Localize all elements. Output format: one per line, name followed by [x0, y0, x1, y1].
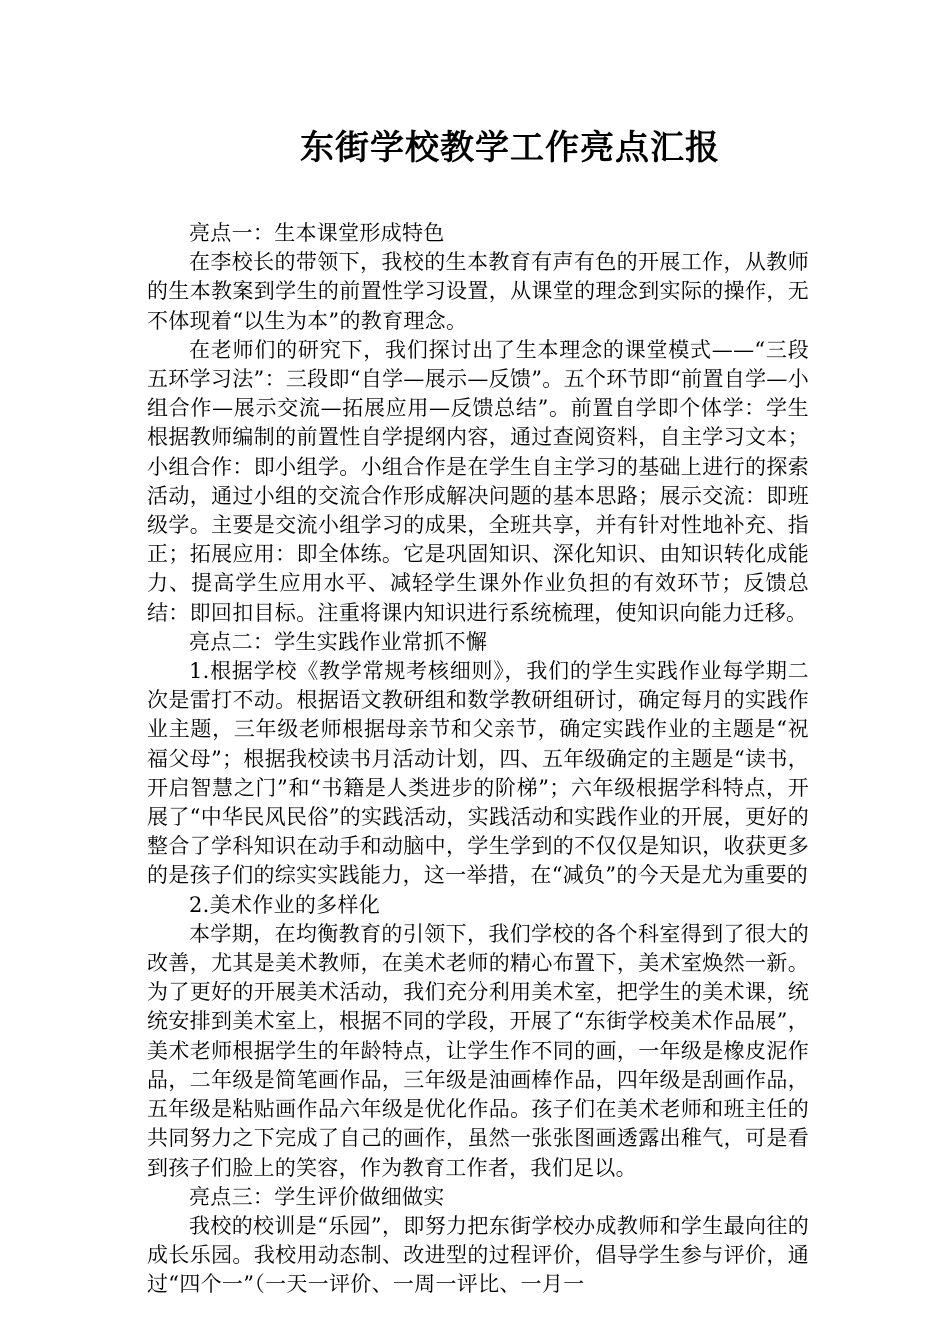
document-body: [147, 219, 809, 1300]
subsection-heading: 2.美术作业的多样化: [189, 892, 381, 917]
section-heading-1: 亮点一：生本课堂形成特色: [189, 221, 445, 245]
paragraph: 本学期，在均衡教育的引领下，我们学校的各个科室得到了很大的改善，尤其是美术教师，在美术老师的精心布置下，美术室焕然一新。为了更好的开展美术活动，我们充分利用美术室，把学生的美术课，统统安排到美术室上，根据不同的学段，开展了“东街学校美术作品展”，美术老师根据学生的年龄特点，让学生作不同的画，一年级是橡皮泥作品，二年级是简笔画作品，三年级是油画棒作品，四年级是刮画作品，五年级是粘贴画作品六年级是优化作品。孩子们在美术老师和班主任的共同努力之下完成了自己的画作，虽然一张张图画透露出稚气，可是看到孩子们脸上的笑容，作为教育工作者，我们足以。: [147, 921, 809, 1180]
paragraph: 我校的校训是“乐园”，即努力把东街学校办成教师和学生最向往的成长乐园。我校用动态制、改进型的过程评价，倡导学生参与评价，通过“四个一”（一天一评价、一周一评比、一月一: [147, 1213, 809, 1297]
paragraph: 在老师们的研究下，我们探讨出了生本理念的课堂模式——“三段五环学习法”：三段即“自学—展示—反馈”。五个环节即“前置自学—小组合作—展示交流—拓展应用—反馈总结”。前置自学即个体学：学生根据教师编制的前置性自学提纲内容，通过查阅资料，自主学习文本；小组合作：即小组学。小组合作是在学生自主学习的基础上进行的探索活动，通过小组的交流合作形成解决问题的基本思路；展示交流：即班级学。主要是交流小组学习的成果，全班共享，并有针对性地补充、指正；拓展应用：即全体练。它是巩固知识、深化知识、由知识转化成能力、提高学生应用水平、减轻学生课外作业负担的有效环节；反馈总结：即回扣目标。注重将课内知识进行系统梳理，使知识向能力迁移。: [147, 337, 809, 625]
paragraph: 1.根据学校《教学常规考核细则》，我们的学生实践作业每学期二次是雷打不动。根据语文教研组和数学教研组研讨，确定每月的实践作业主题，三年级老师根据母亲节和父亲节，确定实践作业的主题是“祝福父母”；根据我校读书月活动计划，四、五年级确定的主题是“读书，开启智慧之门”和“书籍是人类进步的阶梯”；六年级根据学科特点，开展了“中华民风民俗”的实践活动，实践活动和实践作业的开展，更好的整合了学科知识在动手和动脑中，学生学到的不仅仅是知识，收获更多的是孩子们的综实实践能力，这一举措，在“减负”的今天是尤为重要的: [147, 659, 809, 888]
section-heading-2: 亮点二：学生实践作业常抓不懈: [189, 629, 488, 654]
paragraph: 在李校长的带领下，我校的生本教育有声有色的开展工作，从教师的生本教案到学生的前置性学习设置，从课堂的理念到实际的操作，无不体现着“以生为本”的教育理念。: [147, 250, 809, 333]
document-title: 东街学校教学工作亮点汇报: [300, 128, 720, 168]
section-heading-3: 亮点三：学生评价做细做实: [189, 1184, 445, 1209]
